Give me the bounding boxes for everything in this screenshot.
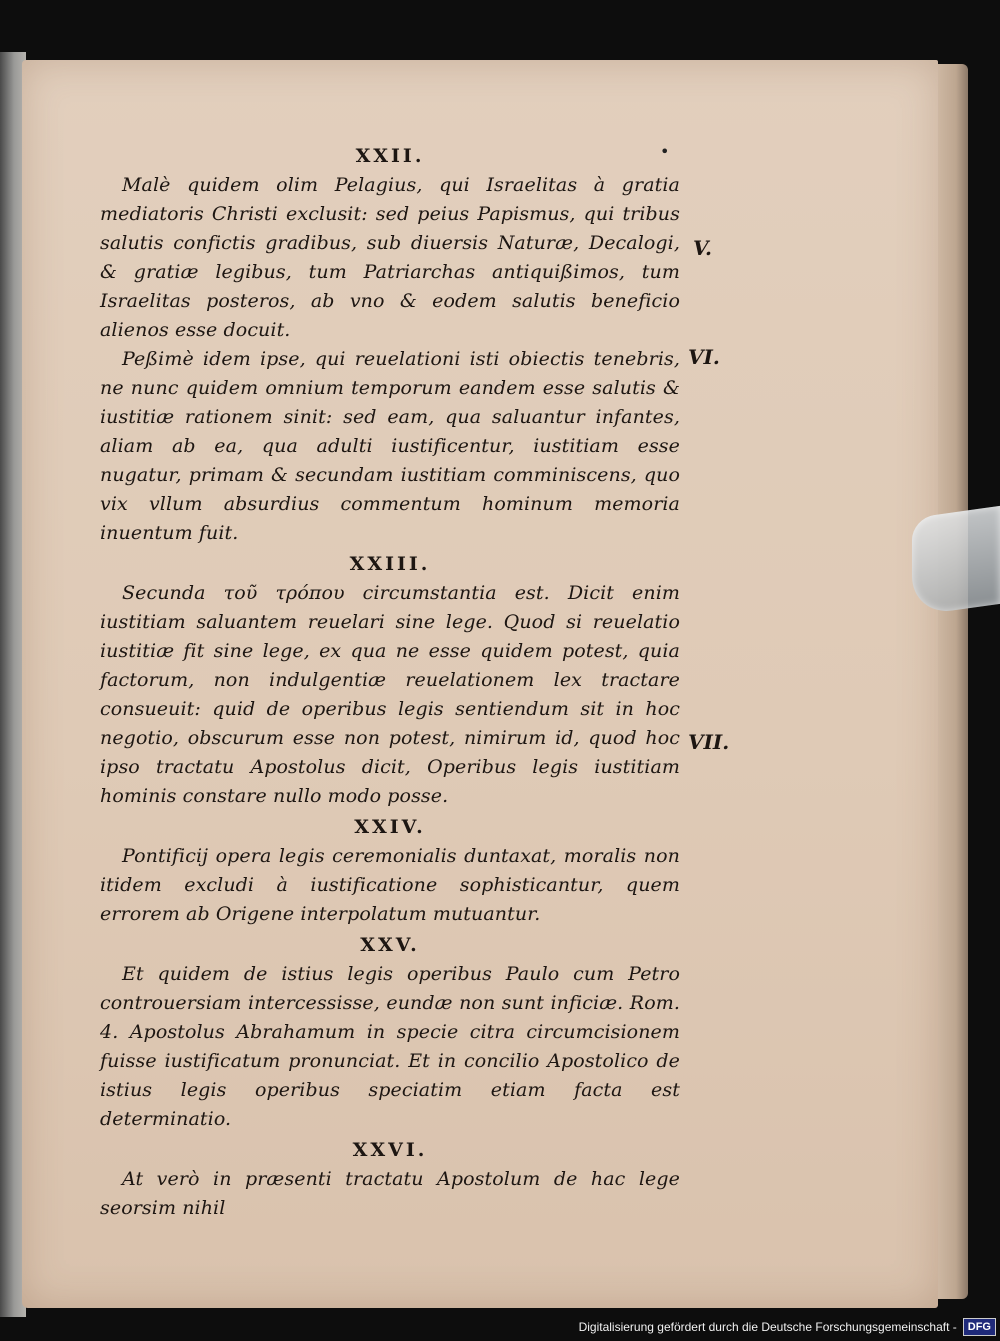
section-xxv (100, 931, 680, 1134)
paragraph: Malè quidem olim Pelagius, qui Israelitas à gratia mediatoris Christi exclusit: sed peius Papismus, qui tribus salutis confictis gradibus, sub diuersis Naturæ, Decalogi, & gratiæ legibus, tum Patriarchas antiquißimos, tum Israelitas posteros, ab vno & eodem salutis beneficio alienos esse docuit. (100, 174, 680, 341)
dfg-logo: DFG (963, 1318, 996, 1336)
section-heading: XXVI. (352, 1139, 428, 1161)
margin-note-vii: VII. (688, 730, 730, 754)
paragraph: At verò in præsenti tractatu Apostolum de hac lege seorsim nihil (100, 1168, 680, 1219)
section-xxvi (100, 1136, 680, 1223)
footer-text: Digitalisierung gefördert durch die Deutsche Forschungsgemeinschaft - (578, 1320, 957, 1334)
section-xxiii (100, 550, 680, 811)
paragraph: Et quidem de istius legis operibus Paulo cum Petro controuersiam intercessisse, eundæ non sunt inficiæ. Rom. 4. Apostolus Abrahamum in specie citra circumcisionem fuisse iustificatum pronunciat. Et in concilio Apostolico de istius legis operibus speciatim etiam facta est determinatio. (100, 963, 680, 1130)
section-heading: XXIV. (354, 816, 426, 838)
section-xxii (100, 142, 680, 548)
digitization-footer (579, 1316, 996, 1338)
paragraph: Peßimè idem ipse, qui reuelationi isti obiectis tenebris, ne nunc quidem omnium temporum eandem esse salutis & iustitiæ rationem sinit: sed eam, qua saluantur infantes, aliam ab ea, qua adulti iustificentur, iustitiam esse nugatur, primam & secundam iustitiam comminiscens, quo vix vllum absurdius commentum hominum memoria inuentum fuit. (100, 348, 680, 544)
paragraph: Pontificij opera legis ceremonialis duntaxat, moralis non itidem excludi à iustificatione sophisticantur, quem errorem ab Origene interpolatum mutuantur. (100, 845, 680, 925)
section-xxiv (100, 813, 680, 929)
ink-mark-icon: • (660, 142, 670, 161)
margin-note-vi: VI. (688, 345, 720, 369)
page-edge (938, 64, 968, 1299)
section-heading: XXIII. (349, 553, 431, 575)
paragraph: Secunda τοῦ τρόπου circumstantia est. Dicit enim iustitiam saluantem reuelari sine lege. Quod si reuelatio iustitiæ fit sine lege, ex qua ne esse quidem potest, quia factorum, non indulgentiæ reuelationem lex tractare consueuit: quid de operibus legis sentiendum sit in hoc negotio, obscurum esse non potest, nimirum id, quod hoc ipso tractatu Apostolus dicit, Operibus legis iustitiam hominis constare nullo modo posse. (100, 582, 680, 807)
section-heading: XXV. (360, 934, 420, 956)
section-heading: XXII. (355, 145, 425, 167)
margin-note-v: V. (693, 236, 712, 260)
page-text (100, 140, 680, 1223)
page-clip (912, 506, 1000, 616)
